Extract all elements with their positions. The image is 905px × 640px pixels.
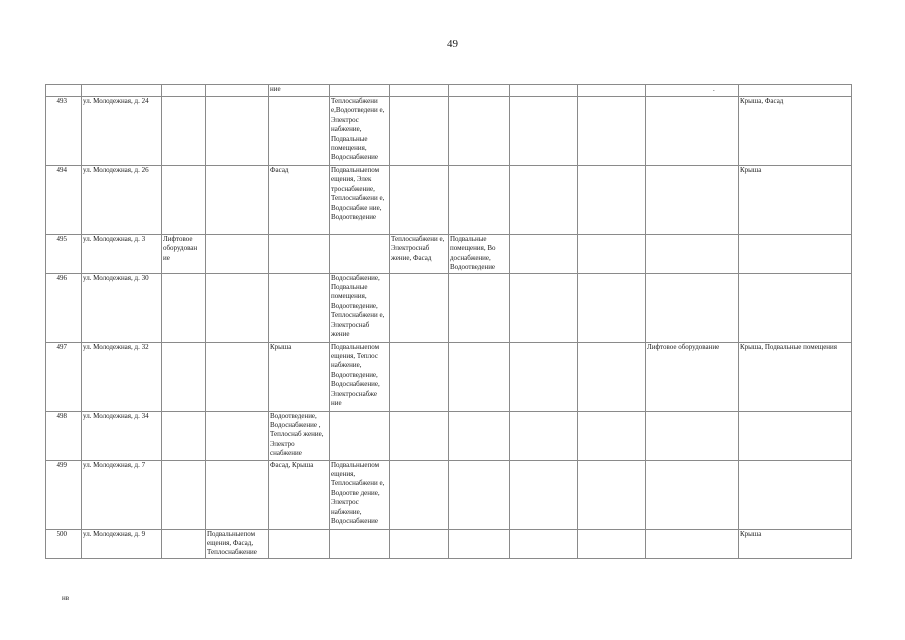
work-cell bbox=[330, 411, 390, 460]
address-cell: ул. Молодежная, д. 7 bbox=[82, 460, 162, 529]
work-cell: Подвальныепом ещения, Элек троснабжение, Теплоснабжени е, Водоснабже ние, Водоотведение bbox=[330, 166, 390, 235]
table-row bbox=[46, 273, 852, 342]
row-number: 499 bbox=[46, 460, 82, 529]
work-cell: Водоотведение, Водоснабжение , Теплоснаб жение, Электро снабжение bbox=[269, 411, 330, 460]
row-number: 493 bbox=[46, 97, 82, 166]
table-row bbox=[46, 460, 852, 529]
work-cell bbox=[510, 166, 578, 235]
work-cell bbox=[578, 166, 646, 235]
work-cell bbox=[269, 235, 330, 274]
table-row bbox=[46, 342, 852, 411]
row-number: 494 bbox=[46, 166, 82, 235]
work-cell bbox=[206, 411, 269, 460]
work-cell: Водоснабжение, Подвальные помещения, Водоотведение, Теплоснабжени е, Электроснаб жение bbox=[330, 273, 390, 342]
work-cell bbox=[390, 460, 449, 529]
work-cell: Фасад, Крыша bbox=[269, 460, 330, 529]
work-cell bbox=[510, 411, 578, 460]
work-cell: Крыша bbox=[269, 342, 330, 411]
work-cell bbox=[646, 97, 739, 166]
continuation-row bbox=[46, 85, 852, 97]
work-cell bbox=[646, 460, 739, 529]
address-cell: ул. Молодежная, д. 24 bbox=[82, 97, 162, 166]
table-row bbox=[46, 235, 852, 274]
address-cell: ул. Молодежная, д. 32 bbox=[82, 342, 162, 411]
work-cell bbox=[269, 529, 330, 558]
work-cell: Крыша, Подвальные помещения bbox=[739, 342, 852, 411]
dot-mark: . bbox=[713, 85, 715, 93]
table-row bbox=[46, 411, 852, 460]
work-cell bbox=[578, 529, 646, 558]
work-cell bbox=[390, 166, 449, 235]
work-cell bbox=[449, 342, 510, 411]
work-cell bbox=[390, 529, 449, 558]
work-cell: Лифтовое оборудование bbox=[646, 342, 739, 411]
work-cell bbox=[162, 529, 206, 558]
work-cell bbox=[510, 97, 578, 166]
work-cell bbox=[162, 166, 206, 235]
work-cell bbox=[739, 273, 852, 342]
work-cell bbox=[330, 529, 390, 558]
work-cell bbox=[449, 460, 510, 529]
work-cell bbox=[646, 529, 739, 558]
work-cell bbox=[578, 460, 646, 529]
work-cell bbox=[449, 166, 510, 235]
work-cell bbox=[449, 529, 510, 558]
table-row bbox=[46, 529, 852, 558]
work-cell bbox=[578, 235, 646, 274]
footer-mark: нв bbox=[62, 594, 70, 602]
work-cell bbox=[510, 235, 578, 274]
work-cell: Теплоснабжени е, Электроснаб жение, Фасад bbox=[390, 235, 449, 274]
work-cell bbox=[206, 166, 269, 235]
row-number: 495 bbox=[46, 235, 82, 274]
page-number: 49 bbox=[447, 38, 458, 50]
work-cell bbox=[449, 411, 510, 460]
work-cell bbox=[578, 273, 646, 342]
work-cell bbox=[330, 235, 390, 274]
work-cell: Теплоснабжени е,Водоотведени е, Электрос набжение, Подвальные помещения, Водоснабжение bbox=[330, 97, 390, 166]
work-cell bbox=[510, 460, 578, 529]
work-cell: Подвальныепом ещения, Теплос набжение, Водоотведение, Водоснабжение, Электроснабже ние bbox=[330, 342, 390, 411]
continued-cell: ние bbox=[269, 85, 330, 97]
row-number: 497 bbox=[46, 342, 82, 411]
work-cell bbox=[162, 411, 206, 460]
work-cell bbox=[739, 460, 852, 529]
work-cell bbox=[206, 97, 269, 166]
work-cell bbox=[206, 342, 269, 411]
table-row bbox=[46, 97, 852, 166]
work-cell: Крыша bbox=[739, 529, 852, 558]
address-cell: ул. Молодежная, д. 26 bbox=[82, 166, 162, 235]
work-cell bbox=[162, 97, 206, 166]
work-cell bbox=[269, 97, 330, 166]
address-cell: ул. Молодежная, д. 3 bbox=[82, 235, 162, 274]
work-cell bbox=[390, 342, 449, 411]
address-cell: ул. Молодежная, д. 30 bbox=[82, 273, 162, 342]
work-cell: Крыша, Фасад bbox=[739, 97, 852, 166]
work-cell bbox=[578, 97, 646, 166]
work-cell bbox=[510, 273, 578, 342]
work-cell: Лифтовое оборудован ие bbox=[162, 235, 206, 274]
work-cell bbox=[162, 460, 206, 529]
work-cell bbox=[390, 273, 449, 342]
work-cell bbox=[739, 411, 852, 460]
work-cell bbox=[449, 273, 510, 342]
work-cell bbox=[162, 342, 206, 411]
work-cell bbox=[578, 411, 646, 460]
work-cell bbox=[646, 166, 739, 235]
work-cell bbox=[269, 273, 330, 342]
repair-schedule-table bbox=[45, 84, 852, 559]
work-cell bbox=[739, 235, 852, 274]
table-row bbox=[46, 166, 852, 235]
work-cell bbox=[510, 529, 578, 558]
row-number: 496 bbox=[46, 273, 82, 342]
work-cell: Подвальныепом ещения, Фасад, Теплоснабжение bbox=[206, 529, 269, 558]
work-cell bbox=[646, 411, 739, 460]
work-cell: Подвальные помещения, Во доснабжение, Водоотведение bbox=[449, 235, 510, 274]
work-cell bbox=[390, 97, 449, 166]
work-cell bbox=[646, 273, 739, 342]
work-cell bbox=[578, 342, 646, 411]
row-number: 498 bbox=[46, 411, 82, 460]
work-cell bbox=[510, 342, 578, 411]
work-cell bbox=[449, 97, 510, 166]
work-cell bbox=[162, 273, 206, 342]
work-cell bbox=[390, 411, 449, 460]
work-cell: Фасад bbox=[269, 166, 330, 235]
work-cell: Крыша bbox=[739, 166, 852, 235]
work-cell bbox=[646, 235, 739, 274]
work-cell bbox=[206, 460, 269, 529]
address-cell: ул. Молодежная, д. 34 bbox=[82, 411, 162, 460]
work-cell: Подвальныепом ещения, Теплоснабжени е, Водоотве дение, Электрос набжение, Водоснабжение bbox=[330, 460, 390, 529]
work-cell bbox=[206, 235, 269, 274]
address-cell: ул. Молодежная, д. 9 bbox=[82, 529, 162, 558]
work-cell bbox=[206, 273, 269, 342]
row-number: 500 bbox=[46, 529, 82, 558]
